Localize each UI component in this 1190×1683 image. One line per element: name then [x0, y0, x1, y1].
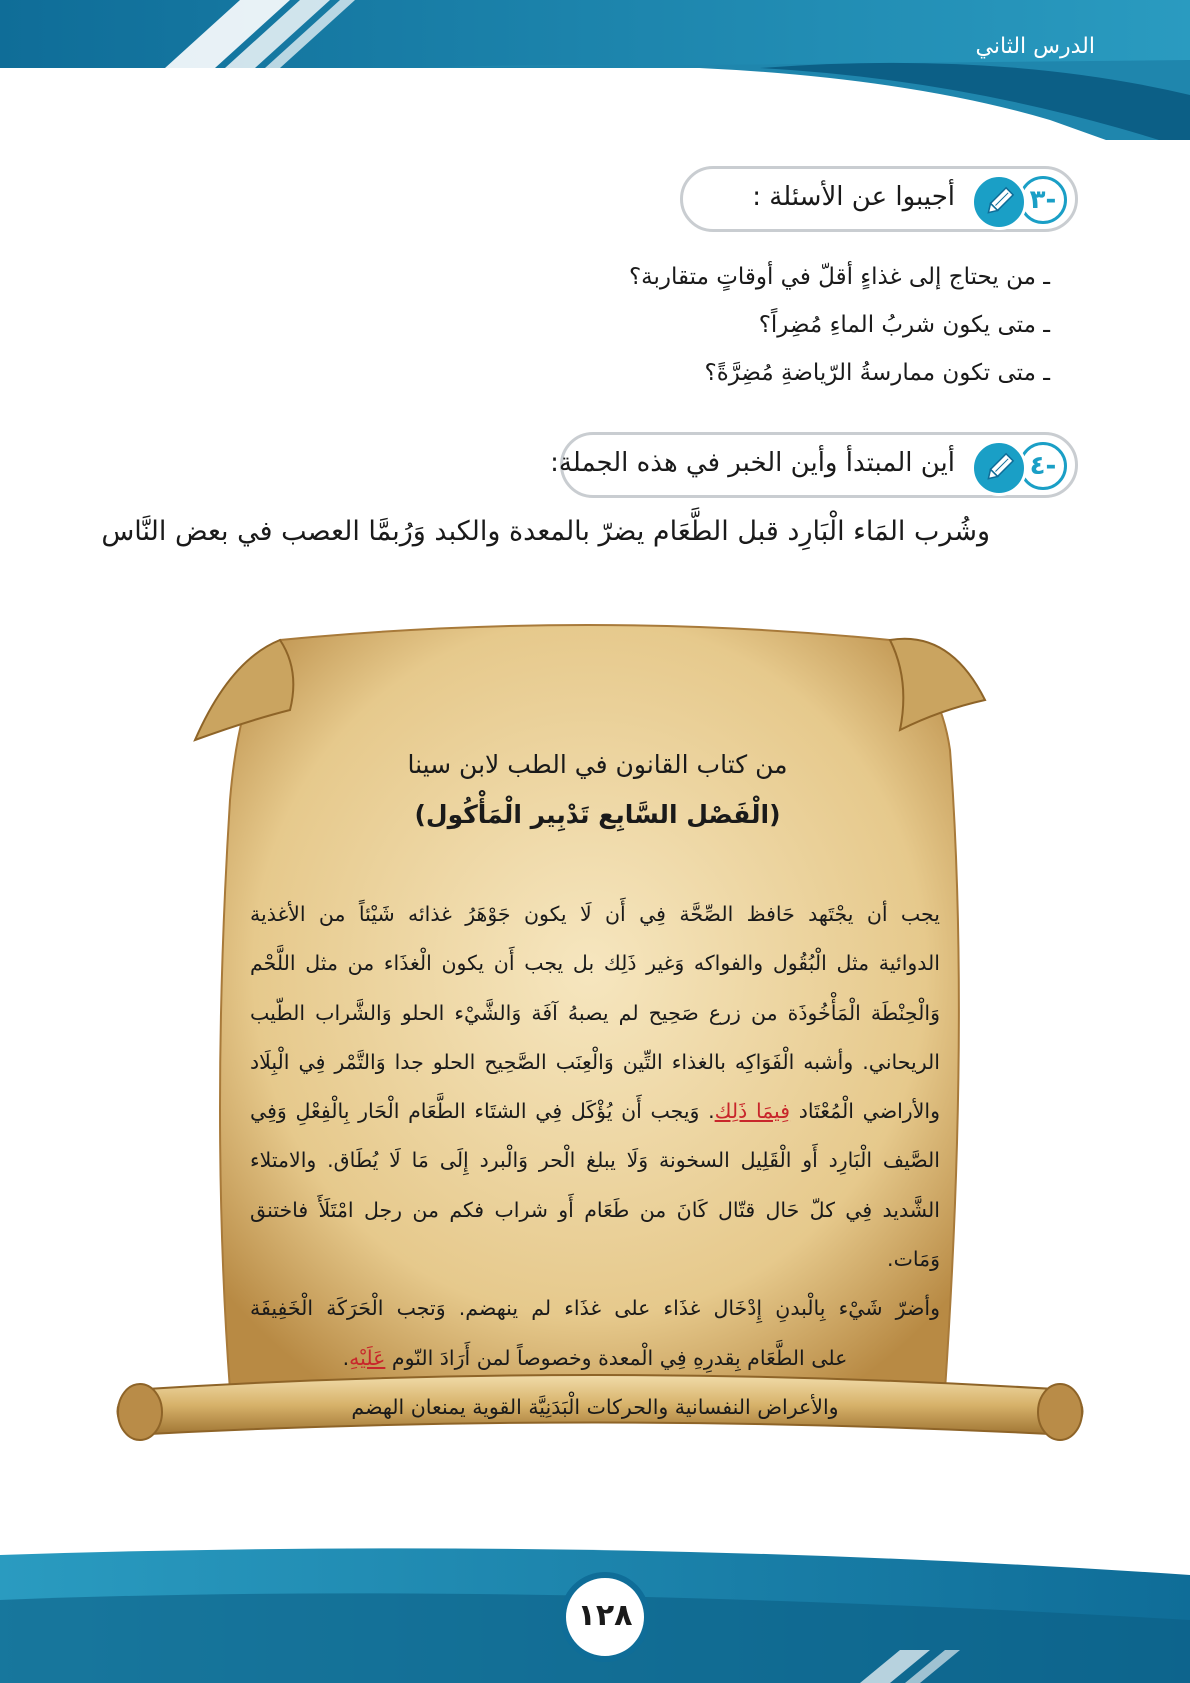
scroll-line [250, 1334, 940, 1383]
scroll-title: من كتاب القانون في الطب لابن سينا [407, 750, 788, 779]
question-item: ـ متى يكون شربُ الماءِ مُضِراً؟ [758, 312, 1050, 338]
scroll-line: وأضرّ شَيْء بِالْبدنِ إِدْخَال غذَاء على غذَاء لم ينهضم. وَتجب الْحَرَكَة الْخَفِيفَة [250, 1296, 940, 1321]
scroll-line: الصَّيف الْبَارِد أَو الْقَلِيل السخونة وَلَا يبلغ الْحر وَالْبرد إِلَى مَا لَا يُطَاق. والامتلاء [250, 1148, 940, 1173]
question-item: ـ من يحتاج إلى غذاءٍ أقلّ في أوقاتٍ متقاربة؟ [628, 264, 1050, 290]
scroll-line: يجب أن يجْتَهد حَافظ الصِّحَّة فِي أَن لَا يكون جَوْهَرُ غذائه شَيْئاً من الأغذية [250, 902, 940, 926]
scroll-line: الريحاني. وأشبه الْفَوَاكِه بالغذاء التِّين وَالْعِنَب الصَّحِيح الحلو جدا وَالتَّمْر فِي الْبِلَاد [250, 1049, 940, 1074]
question-title: أين المبتدأ وأين الخبر في هذه الجملة: [550, 448, 955, 478]
question-4-header [550, 432, 1078, 498]
pencil-icon [971, 174, 1027, 230]
header-band [0, 0, 1190, 140]
question-number: ٣- [1019, 176, 1067, 224]
highlighted-word: فِيمَا ذَلِك [714, 1099, 791, 1124]
scroll-line: الشَّديد فِي كلّ حَال قتّال كَانَ من طَعَام أَو شراب فكم من رجل امْتَلَأَ فاختنق وَمَات. [250, 1197, 940, 1272]
question-3-header [680, 166, 1078, 232]
scroll-line-part: . وَيجب أَن يُؤْكَل فِي الشتَاء الطَّعَام الْحَار بِالْفِعْلِ وَفِي [250, 1099, 715, 1124]
question-item: ـ متى تكون ممارسةُ الرّياضةِ مُضِرَّةً؟ [704, 360, 1050, 386]
highlighted-word: عَلَيْهِ [349, 1345, 386, 1370]
pencil-icon [971, 440, 1027, 496]
scroll-line-part: . [342, 1345, 350, 1370]
scroll-text [250, 890, 940, 1432]
parchment-scroll [110, 620, 1085, 1540]
scroll-line-part: على الطَّعَام بِقدرِهِ فِي الْمعدة وخصوصاً لمن أَرَادَ النّوم [385, 1345, 848, 1370]
scroll-line [250, 1087, 940, 1136]
analysis-sentence: وشُرب المَاء الْبَارِد قبل الطَّعَام يضرّ بالمعدة والكبد وَرُبمَّا العصب في بعض النَّاس [101, 516, 990, 547]
scroll-line: الدوائية مثل الْبُقُول والفواكه وَغير ذَلِك بل يجب أَن يكون الْغذَاء من مثل اللَّحْم [250, 951, 940, 976]
scroll-line-part: والأراضي الْمُعْتَاد [790, 1099, 940, 1124]
question-number: ٤- [1019, 442, 1067, 490]
question-title: أجيبوا عن الأسئلة : [752, 182, 955, 212]
lesson-title: الدرس الثاني [975, 34, 1095, 59]
page-number: ١٢٨ [560, 1572, 650, 1662]
scroll-line: والأعراض النفسانية والحركات الْبَدَنِيَّة القوية يمنعان الهضم [351, 1394, 839, 1419]
scroll-line: وَالْحِنْطَة الْمَأْخُوذَة من زرع صَحِيح لم يصبهُ آفَة وَالشَّيْء الحلو وَالشَّراب الطّيب [250, 1000, 940, 1025]
scroll-subtitle: (الْفَصْل السَّابِع تَدْبِير الْمَأْكُول) [414, 800, 781, 829]
